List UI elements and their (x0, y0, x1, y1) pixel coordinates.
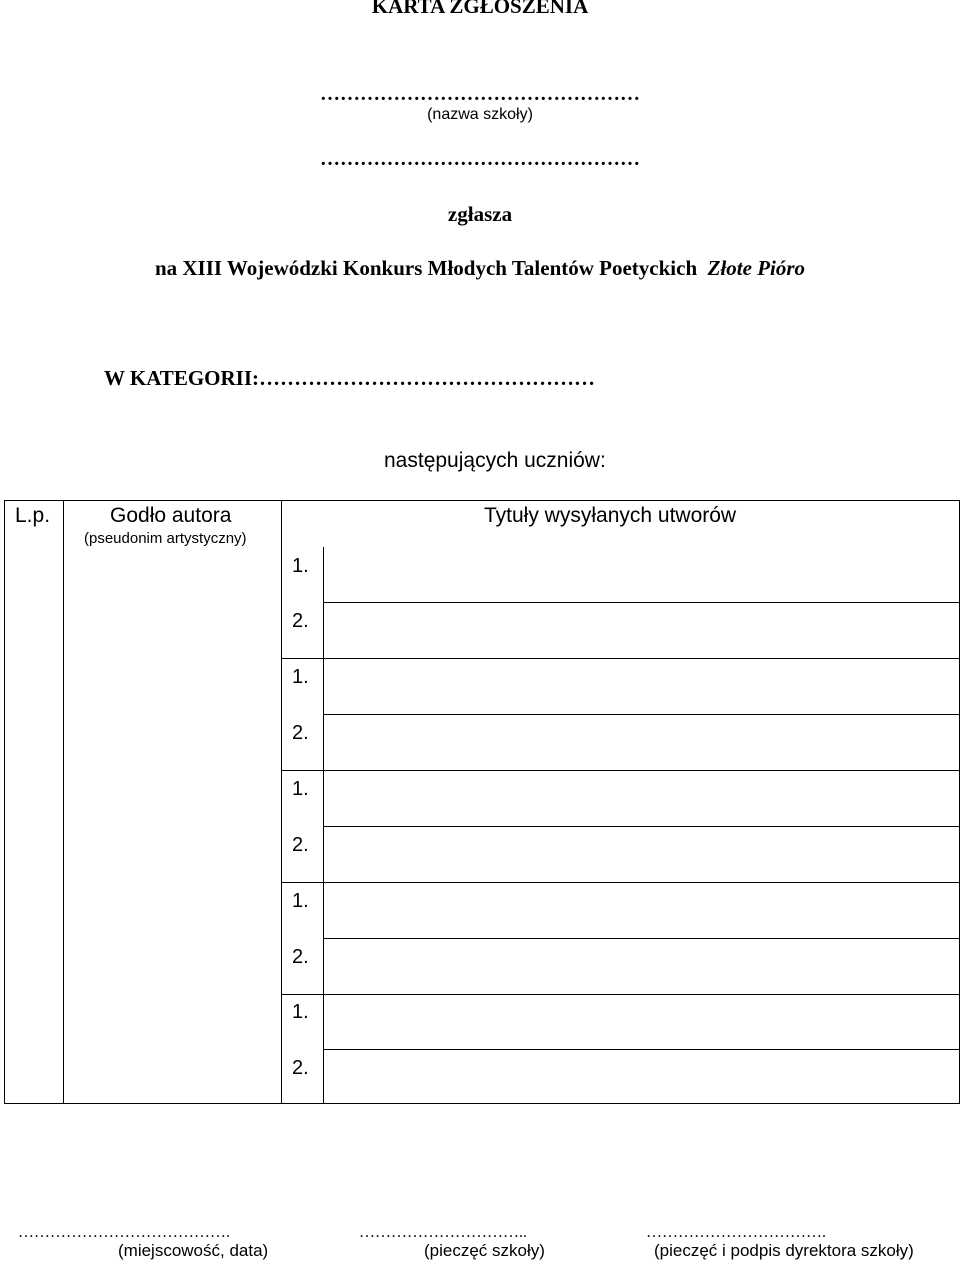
row-number-2: 2. (292, 834, 309, 856)
header-lp: L.p. (15, 504, 51, 527)
signature-dots: ……………………………. (646, 1224, 826, 1241)
row-number-2: 2. (292, 610, 309, 632)
contest-line (0, 256, 960, 281)
school-name-dots: ………………………………………… (320, 83, 640, 105)
students-label: następujących uczniów: (384, 449, 606, 472)
row-divider (323, 714, 960, 715)
category-dots: ………………………………………… (259, 366, 595, 390)
column-divider-pseudonym (281, 500, 282, 1104)
header-titles: Tytuły wysyłanych utworów (484, 504, 737, 527)
row-divider (281, 658, 960, 659)
table-border-bottom (4, 1103, 960, 1104)
category-line (104, 366, 595, 391)
row-number-1: 1. (292, 1001, 309, 1023)
row-divider (323, 826, 960, 827)
place-date-caption: (miejscowość, data) (118, 1241, 269, 1260)
row-divider (281, 994, 960, 995)
row-number-1: 1. (292, 666, 309, 688)
row-number-1: 1. (292, 890, 309, 912)
contest-prefix: na XIII Wojewódzki Konkurs Młodych Talentów Poetyckich (154, 256, 698, 280)
submits-label: zgłasza (447, 202, 513, 226)
row-number-2: 2. (292, 946, 309, 968)
row-number-2: 2. (292, 722, 309, 744)
school-stamp-caption: (pieczęć szkoły) (424, 1241, 545, 1260)
signature-caption: (pieczęć i podpis dyrektora szkoły) (654, 1241, 914, 1260)
table-border-top (4, 500, 960, 501)
table-border-left (4, 500, 5, 1104)
row-divider (323, 938, 960, 939)
school-name-caption: (nazwa szkoły) (427, 106, 533, 123)
row-number-1: 1. (292, 555, 309, 577)
row-divider (323, 1049, 960, 1050)
category-label: W KATEGORII: (104, 366, 259, 390)
row-divider (281, 882, 960, 883)
row-number-2: 2. (292, 1057, 309, 1079)
place-date-dots: …………………………………. (18, 1224, 230, 1241)
header-pseudonym: Godło autora (110, 504, 232, 527)
form-title: KARTA ZGŁOSZENIA (371, 0, 589, 18)
school-stamp-dots: ………………………….. (359, 1224, 527, 1241)
contest-name: Złote Pióro (707, 256, 806, 280)
column-divider-lp (63, 500, 64, 1104)
row-divider (323, 602, 960, 603)
entries-table (4, 500, 960, 1104)
header-pseudonym-sub: (pseudonim artystyczny) (84, 530, 247, 547)
row-number-1: 1. (292, 778, 309, 800)
school-name-dots-second: ………………………………………… (320, 148, 640, 170)
row-divider (281, 770, 960, 771)
